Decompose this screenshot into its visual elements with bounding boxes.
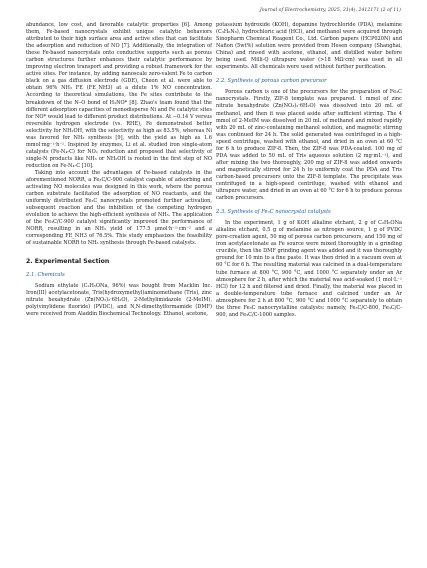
porous-carbon-paragraph: Porous carbon is one of the precursors for the preparation of Fe₃C nanocrystals. Firstly, ZIF-8 template was prepared. 1 mmol of zinc nitrate hexahydrate (Zn(NO₃)₂·6H₂O) was dissolved into 20 mL of methanol, and then it was placed aside after sufficient stirring. The 4 mmol of 2-MeIM was dissolved in 20 mL of methanol and mixed rapidly with 20 mL of zinc-containing methanol solution, and magnetic stirring was continued for 24 h. The solid generated was centrifuged in a high-speed centrifuge, washed with ethanol, and dried in an oven at 60 °C for 6 h to produce ZIF-8. Then, the ZIF-8 was PDA-coated. 100 mg of PDA was added to 50 mL of Tris aqueous solution (2 mg·mL⁻¹), and after mixing the two thoroughly, 200 mg of ZIF-8 was added onwards and magnetically stirred for 24 h to uniformly coat the PDA and Tris carbon-based precursors onto the ZIF-8 template. The precipitate was centrifuged in a high-speed centrifuge, washed with ethanol and ultrapure water, and dried in an oven at 60 °C for 6 h to produce porous carbon precursors. [216,89,402,202]
fe3c-synthesis-paragraph: In the experiment, 1 g of KOH alkaline etchant, 2 g of C₂H₅ONa alkaline etchant, 0.5 g of melamine as nitrogen source, 1 g of PVDC pore-creation agent, 50 mg of porous carbon precursors, and 150 mg of iron acetylacetonate as Fe source were mixed thoroughly in a grinding crucible, then the DMF grinding agent was added and it was thoroughly ground for 10 min to a fine paste. It was then dried in a vacuum oven at 60 °C for 6 h. The resulting material was calcined in a dual-temperature tube furnace at 800 °C, 900 °C, and 1000 °C separately under an Ar atmosphere for 2 h, after which the material was acid-soaked (1 mol·L⁻¹ HCl) for 12 h and filtered and dried. Finally, the material was placed in a double-temperature tube furnace and calcined under an Ar atmosphere for 2 h at 800 °C, 900 °C and 1000 °C separately to obtain the three Fe₃C nanocrystalline catalysts: namely, Fe₃C/C-800, Fe₃C/C-900, and Fe₃C/C-1000 samples. [216,220,402,318]
subsection-heading-fe3c-synthesis: 2.3. Synthesis of Fe₃C nanocrystal catalysts [216,209,331,216]
left-column [26,22,212,318]
chemicals-paragraph: Sodium ethylate (C₂H₅ONa, 96%) was bought from Macklin Inc. Iron(III) acetylacetonate, Tris(hydroxymethyl)aminomethane (Tris), zinc nitrate hexahydrate (Zn(NO₃)₂·6H₂O), 2-Methylimidazole (2-MeIM), poly(vinylidene fluoride) (PVDC), and N,N-dimethylformamide (DMF) were received from Aladdin Biochemical Technology. Ethanol, acetone, [26,282,212,317]
section-heading-experimental: 2. Experimental Section [26,257,110,265]
journal-header: Journal of Electrochemistry, 2025, 31(4), 2412171 (2 of 11) [259,8,401,13]
chemicals-paragraph-continued: potassium hydroxide (KOH), dopamine hydrochloride (PDA), melamine (C₃H₆N₆), hydrochloric acid (HCl), and methanol were acquired through Sinopharm Chemical Reagent Co., Ltd. Carbon papers (HCP020N) and Nafion (5wt%) solution were provided from Hesen company (Shanghai, China) and rinsed with acetone, ethanol, and distilled water before being used. Milli-Q ultrapure water (>18 MΩ·cm) was used in all experiments. All chemicals were used without further purification. [216,22,402,71]
intro-paragraph-1: abundance, low cost, and favorable catalytic properties [6]. Among them, Fe-based nanocrystals exhibit unique catalytic behaviors attributed to their high surface area and active sites that can facilitate the adsorption and reduction of NO [7]. Additionally, the integration of these Fe-based nanocrystals onto conductive supports such as porous carbon structures further enhances their catalytic performance by improving electron transport and providing a robust framework for the active sites. For instance, by adding nanoscale zero-valent Fe to carbon black on a gas diffusion electrode (GDE), Cheon et al. were able to obtain 96% NH₃ FE (FE_NH3) at a dilute 1% NO concentration. According to theoretical simulations, the Fe sites contribute to the breakdown of the N–O bond of H₂NO* [8]. Zhao's team found that the different adsorption capacities of monodisperse Ni and Fe catalytic sites for NO* would lead to different product distributions. At −0.14 V versus reversible hydrogen electrode (vs. RHE), Fe demonstrated better selectivity for NH₂OH, with the selectivity as high as 83.5%, whereas Ni was favored for NH₃ synthesis [9], with the yield as high as 1.6 mmol·mg⁻¹·h⁻¹. Inspired by enzymes, Li et al. studied iron single-atom catalysts (Fe-N₄-C) for NOₓ reduction and proposed that selectivity of single-N products like NH₃ or NH₂OH is rooted in the first step of NO reduction on Fe-N₄-C [10]. [26,22,212,169]
subsection-heading-porous-carbon: 2.2. Synthesis of porous carbon precursor [216,78,327,85]
right-column [216,22,402,319]
subsection-heading-chemicals: 2.1. Chemicals [26,271,65,278]
intro-paragraph-2: Taking into account the advantages of Fe-based catalysts in the aforementioned NORR, a Fe₃C/C-900 catalyst capable of adsorbing and activating NO molecules was designed in this work, where the porous carbon substrate facilitated the adsorption of NO reactants, and the uniformly distributed Fe₃C nanocrystals promoted further activation, subsequent reaction and the inhibition of the competing hydrogen evolution to achieve the high-efficient synthesis of NH₃. The application of the Fe₃C/C-900 catalyst significantly improved the performance of NORR, resulting in an NH₃ yield of 177.5 μmol·h⁻¹·cm⁻² and a corresponding FE_NH3 of 76.5%. This study emphasizes the feasibility of sustainable NORR to NH₃ synthesis through Fe-based catalysts. [26,169,212,247]
